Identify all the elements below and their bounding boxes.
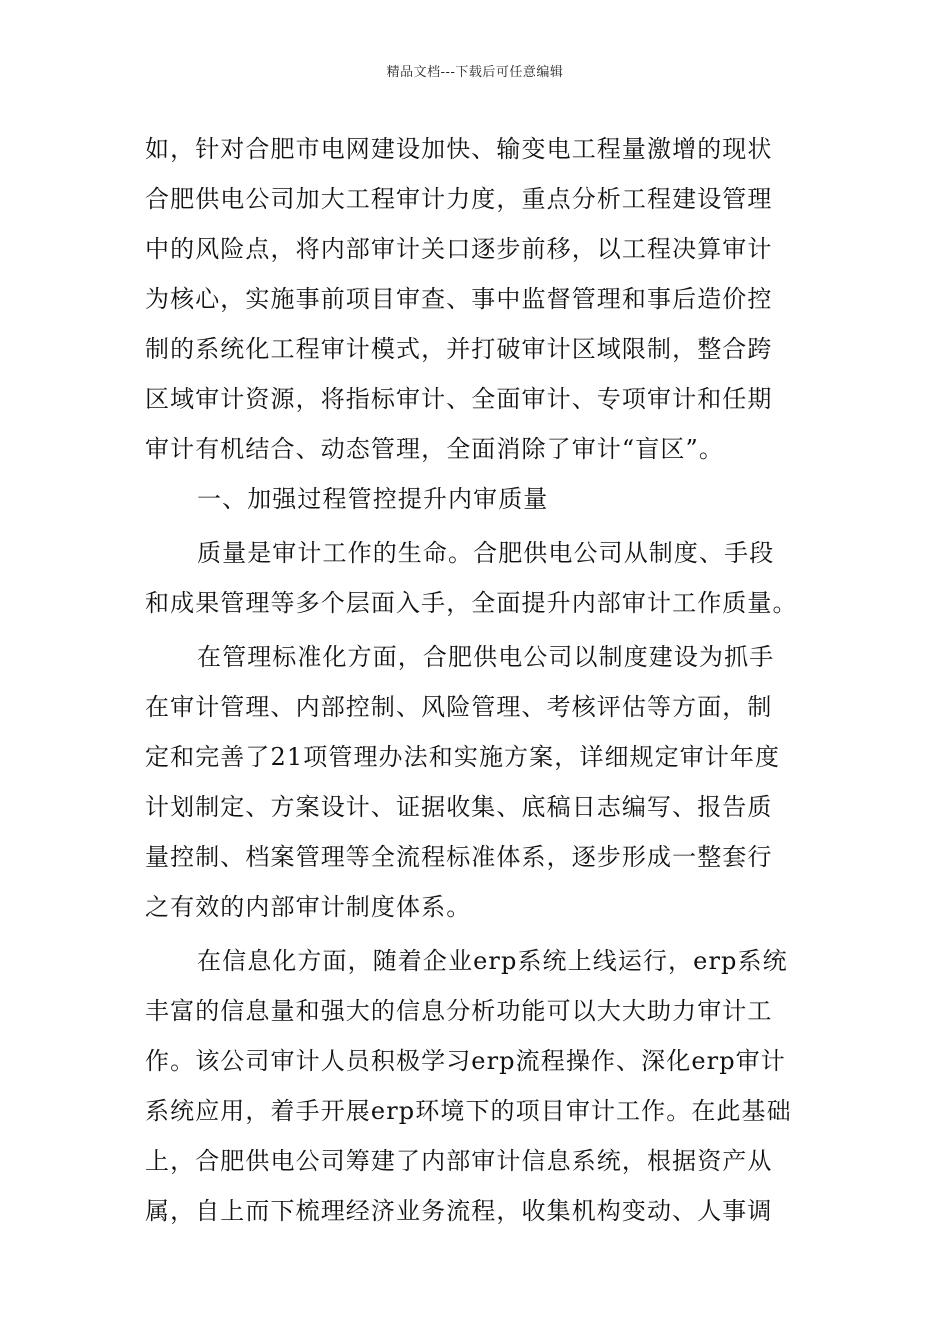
- text-line: 属，自上而下梳理经济业务流程，收集机构变动、人事调: [145, 1197, 773, 1225]
- text-line: 丰富的信息量和强大的信息分析功能可以大大助力审计工: [145, 997, 773, 1025]
- text-line: 量控制、档案管理等全流程标准体系，逐步形成一整套行: [145, 843, 773, 871]
- text-line: 制的系统化工程审计模式，并打破审计区域限制，整合跨: [145, 335, 773, 363]
- text-line: 如，针对合肥市电网建设加快、输变电工程量激增的现状: [145, 135, 773, 163]
- text-line: 中的风险点，将内部审计关口逐步前移，以工程决算审计: [145, 235, 773, 263]
- text-line: 和成果管理等多个层面入手，全面提升内部审计工作质量。: [145, 589, 798, 617]
- text-line: 合肥供电公司加大工程审计力度，重点分析工程建设管理: [145, 185, 773, 213]
- section-heading: 一、加强过程管控提升内审质量: [197, 485, 549, 513]
- text-line: 审计有机结合、动态管理，全面消除了审计“盲区”。: [145, 435, 724, 463]
- text-line: 上，合肥供电公司筹建了内部审计信息系统，根据资产从: [145, 1147, 773, 1175]
- text-line: 在管理标准化方面，合肥供电公司以制度建设为抓手: [197, 643, 775, 671]
- text-line: 之有效的内部审计制度体系。: [145, 893, 472, 921]
- text-line: 系统应用，着手开展erp环境下的项目审计工作。在此基础: [145, 1097, 792, 1125]
- text-line: 作。该公司审计人员积极学习erp流程操作、深化erp审计: [145, 1047, 786, 1075]
- text-line: 质量是审计工作的生命。合肥供电公司从制度、手段: [197, 539, 775, 567]
- text-line: 为核心，实施事前项目审查、事中监督管理和事后造价控: [145, 285, 773, 313]
- text-line: 在信息化方面，随着企业erp系统上线运行，erp系统: [197, 947, 788, 975]
- text-line: 区域审计资源，将指标审计、全面审计、专项审计和任期: [145, 385, 773, 413]
- document-body: [145, 124, 810, 1236]
- text-line: 在审计管理、内部控制、风险管理、考核评估等方面，制: [145, 693, 773, 721]
- text-line: 计划制定、方案设计、证据收集、底稿日志编写、报告质: [145, 793, 773, 821]
- text-line: 定和完善了21项管理办法和实施方案，详细规定审计年度: [145, 743, 781, 771]
- page-header: 精品文档---下载后可任意编辑: [386, 65, 564, 80]
